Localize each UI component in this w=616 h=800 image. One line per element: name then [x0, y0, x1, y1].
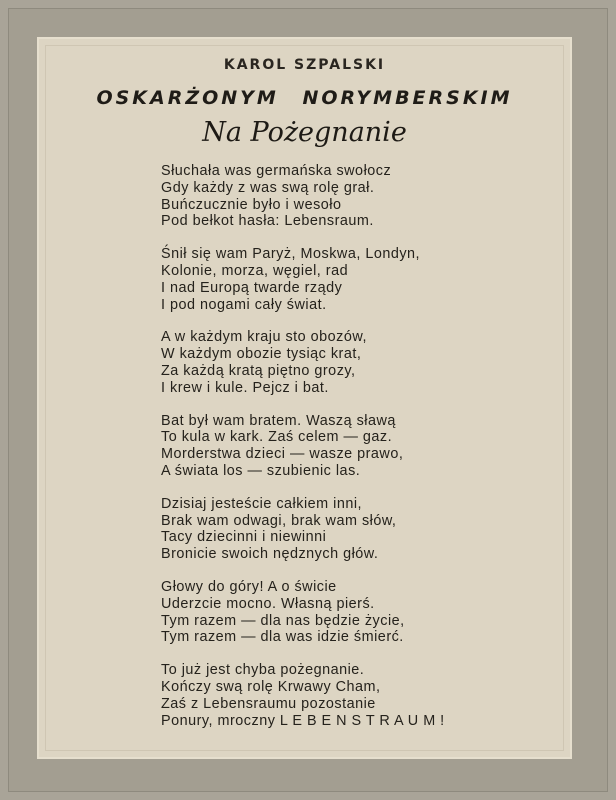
poem-line: Dzisiaj jesteście całkiem inni, — [161, 495, 363, 512]
poem-body — [161, 163, 445, 745]
stanza — [161, 329, 445, 396]
poem-line: Brak wam odwagi, brak wam słów, — [161, 512, 397, 529]
poem-line: Tym razem — dla nas będzie życie, — [161, 612, 405, 629]
author-name: KAROL SZPALSKI — [223, 57, 386, 73]
poem-line: Za każdą kratą piętno grozy, — [161, 362, 356, 379]
poem-line: A świata los — szubienic las. — [161, 462, 361, 479]
poem-line: Tacy dziecinni i niewinni — [161, 529, 327, 546]
poem-line: Ponury, mroczny L E B E N S T R A U M ! — [161, 712, 445, 729]
poem-line: Słuchała was germańska swołocz — [161, 163, 392, 179]
poem-subtitle: Na Pożegnanie — [202, 117, 407, 148]
poem-line: Pod bełkot hasła: Lebensraum. — [161, 213, 374, 230]
poem-line: Buńczucznie było i wesoło — [161, 196, 342, 213]
stanza — [161, 413, 445, 480]
stanza — [161, 246, 445, 313]
poem-line: W każdym obozie tysiąc krat, — [161, 346, 362, 363]
stanza — [161, 662, 445, 729]
poem-line: Bronicie swoich nędznych głów. — [161, 546, 379, 563]
poem-panel — [37, 37, 572, 759]
poem-title: OSKARŻONYM NORYMBERSKIM — [96, 87, 513, 109]
poem-line: Bat był wam bratem. Waszą sławą — [161, 412, 396, 429]
poem-line: To już jest chyba pożegnanie. — [161, 662, 365, 679]
poem-line: I nad Europą twarde rządy — [161, 279, 343, 296]
poem-line: Morderstwa dzieci — wasze prawo, — [161, 446, 404, 463]
poem-line: Kończy swą rolę Krwawy Cham, — [161, 678, 381, 695]
poem-line: Głowy do góry! A o świcie — [161, 578, 337, 595]
poem-line: Uderzcie mocno. Własną pierś. — [161, 595, 375, 612]
poem-line: Śnił się wam Paryż, Moskwa, Londyn, — [161, 246, 421, 263]
poem-line: Gdy każdy z was swą rolę grał. — [161, 179, 375, 196]
poem-line: A w każdym kraju sto obozów, — [161, 329, 367, 346]
stanza — [161, 163, 445, 230]
poem-line: To kula w kark. Zaś celem — gaz. — [161, 429, 393, 446]
poem-line: Tym razem — dla was idzie śmierć. — [161, 629, 404, 646]
poem-line: I pod nogami cały świat. — [161, 296, 327, 313]
poem-line: I krew i kule. Pejcz i bat. — [161, 379, 329, 396]
poem-line: Zaś z Lebensraumu pozostanie — [161, 695, 376, 712]
poem-line: Kolonie, morza, węgiel, rad — [161, 262, 349, 279]
stanza — [161, 579, 445, 646]
stanza — [161, 496, 445, 563]
